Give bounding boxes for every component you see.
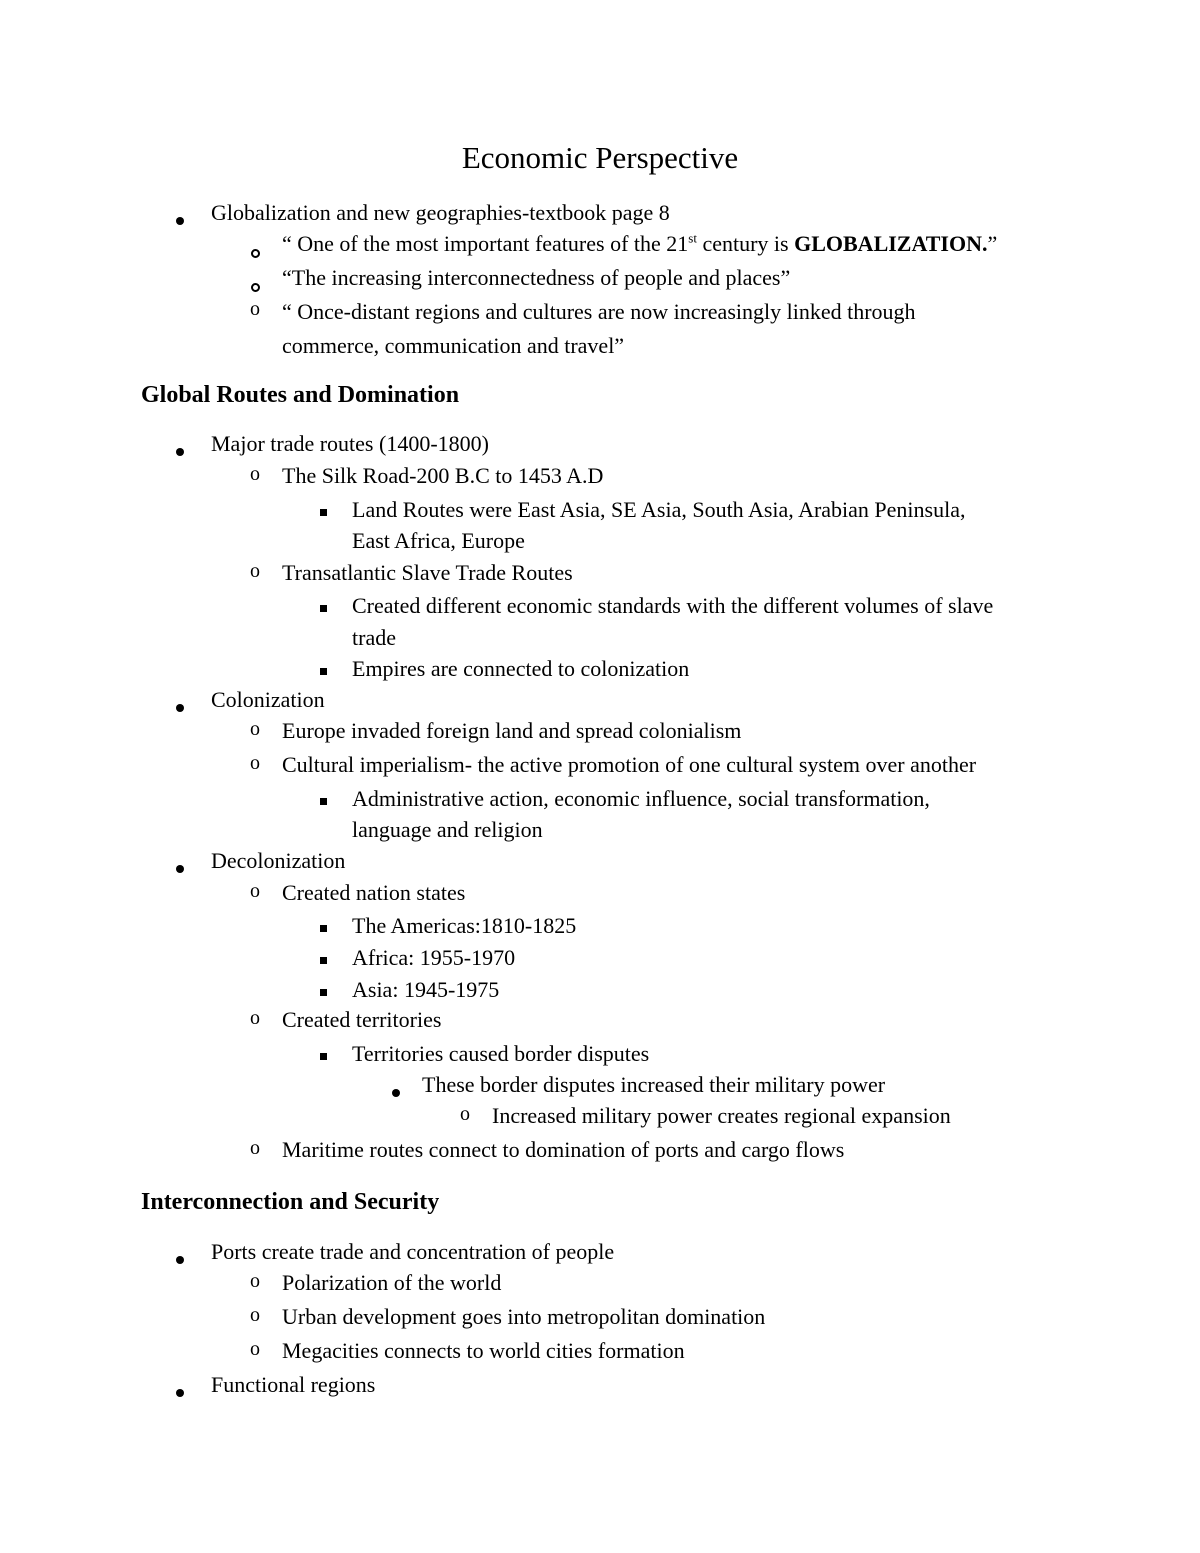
square-bullet-icon bbox=[313, 912, 333, 938]
circle-bullet-icon bbox=[245, 238, 265, 264]
list-item: “The increasing interconnectedness of people and places” bbox=[282, 265, 791, 290]
list-item: Globalization and new geographies-textbook page 8 bbox=[211, 200, 670, 225]
square-bullet-icon bbox=[313, 592, 333, 618]
circle-bullet-icon: o bbox=[250, 463, 260, 485]
square-bullet-icon bbox=[313, 496, 333, 522]
list-item: Maritime routes connect to domination of ports and cargo flows bbox=[282, 1137, 845, 1162]
bullet-icon bbox=[170, 1244, 190, 1270]
list-item: The Silk Road-200 B.C to 1453 A.D bbox=[282, 463, 604, 488]
list-item: These border disputes increased their military power bbox=[422, 1072, 886, 1097]
list-item-continuation: trade bbox=[352, 625, 396, 650]
list-item: “ One of the most important features of the 21st century is GLOBALIZATION.” bbox=[282, 230, 998, 256]
list-item: Territories caused border disputes bbox=[352, 1041, 650, 1066]
list-item: Polarization of the world bbox=[282, 1270, 502, 1295]
list-item: Land Routes were East Asia, SE Asia, South Asia, Arabian Peninsula, bbox=[352, 497, 966, 522]
bullet-icon bbox=[170, 1377, 190, 1403]
list-item: Africa: 1955-1970 bbox=[352, 945, 516, 970]
square-bullet-icon bbox=[313, 944, 333, 970]
square-bullet-icon bbox=[313, 1040, 333, 1066]
bullet-icon bbox=[170, 853, 190, 879]
circle-bullet-icon: o bbox=[250, 1304, 260, 1326]
list-item: Created nation states bbox=[282, 880, 466, 905]
list-item-continuation: East Africa, Europe bbox=[352, 528, 525, 553]
list-item: Empires are connected to colonization bbox=[352, 656, 690, 681]
circle-bullet-icon: o bbox=[250, 1270, 260, 1292]
section-heading: Interconnection and Security bbox=[141, 1189, 440, 1215]
square-bullet-icon bbox=[313, 785, 333, 811]
list-item: Cultural imperialism- the active promotion of one cultural system over another bbox=[282, 752, 977, 777]
circle-bullet-icon: o bbox=[250, 1338, 260, 1360]
list-item: Functional regions bbox=[211, 1372, 376, 1397]
circle-bullet-icon bbox=[245, 272, 265, 298]
circle-bullet-icon: o bbox=[250, 718, 260, 740]
circle-bullet-icon: o bbox=[250, 752, 260, 774]
list-item: Administrative action, economic influence, social transformation, bbox=[352, 786, 930, 811]
list-item-continuation: commerce, communication and travel” bbox=[282, 333, 625, 358]
section-heading: Global Routes and Domination bbox=[141, 382, 460, 408]
circle-bullet-icon: o bbox=[250, 1007, 260, 1029]
bullet-icon bbox=[386, 1077, 406, 1103]
circle-bullet-icon: o bbox=[460, 1103, 470, 1125]
list-item: Transatlantic Slave Trade Routes bbox=[282, 560, 573, 585]
bullet-icon bbox=[170, 205, 190, 231]
circle-bullet-icon: o bbox=[250, 560, 260, 582]
list-item: “ Once-distant regions and cultures are now increasingly linked through bbox=[282, 299, 916, 324]
list-item: Major trade routes (1400-1800) bbox=[211, 431, 489, 456]
list-item: Created territories bbox=[282, 1007, 442, 1032]
list-item: Created different economic standards with the different volumes of slave bbox=[352, 593, 994, 618]
circle-bullet-icon: o bbox=[250, 298, 260, 320]
bullet-icon bbox=[170, 436, 190, 462]
list-item: Decolonization bbox=[211, 848, 346, 873]
circle-bullet-icon: o bbox=[250, 880, 260, 902]
square-bullet-icon bbox=[313, 976, 333, 1002]
square-bullet-icon bbox=[313, 655, 333, 681]
page-title: Economic Perspective bbox=[461, 140, 739, 175]
list-item: Asia: 1945-1975 bbox=[352, 977, 500, 1002]
list-item: The Americas:1810-1825 bbox=[352, 913, 577, 938]
bullet-icon bbox=[170, 692, 190, 718]
list-item: Increased military power creates regional expansion bbox=[492, 1103, 951, 1128]
list-item: Colonization bbox=[211, 687, 325, 712]
circle-bullet-icon: o bbox=[250, 1137, 260, 1159]
list-item: Megacities connects to world cities formation bbox=[282, 1338, 685, 1363]
list-item: Ports create trade and concentration of people bbox=[211, 1239, 615, 1264]
list-item-continuation: language and religion bbox=[352, 817, 543, 842]
list-item: Europe invaded foreign land and spread colonialism bbox=[282, 718, 742, 743]
list-item: Urban development goes into metropolitan domination bbox=[282, 1304, 766, 1329]
